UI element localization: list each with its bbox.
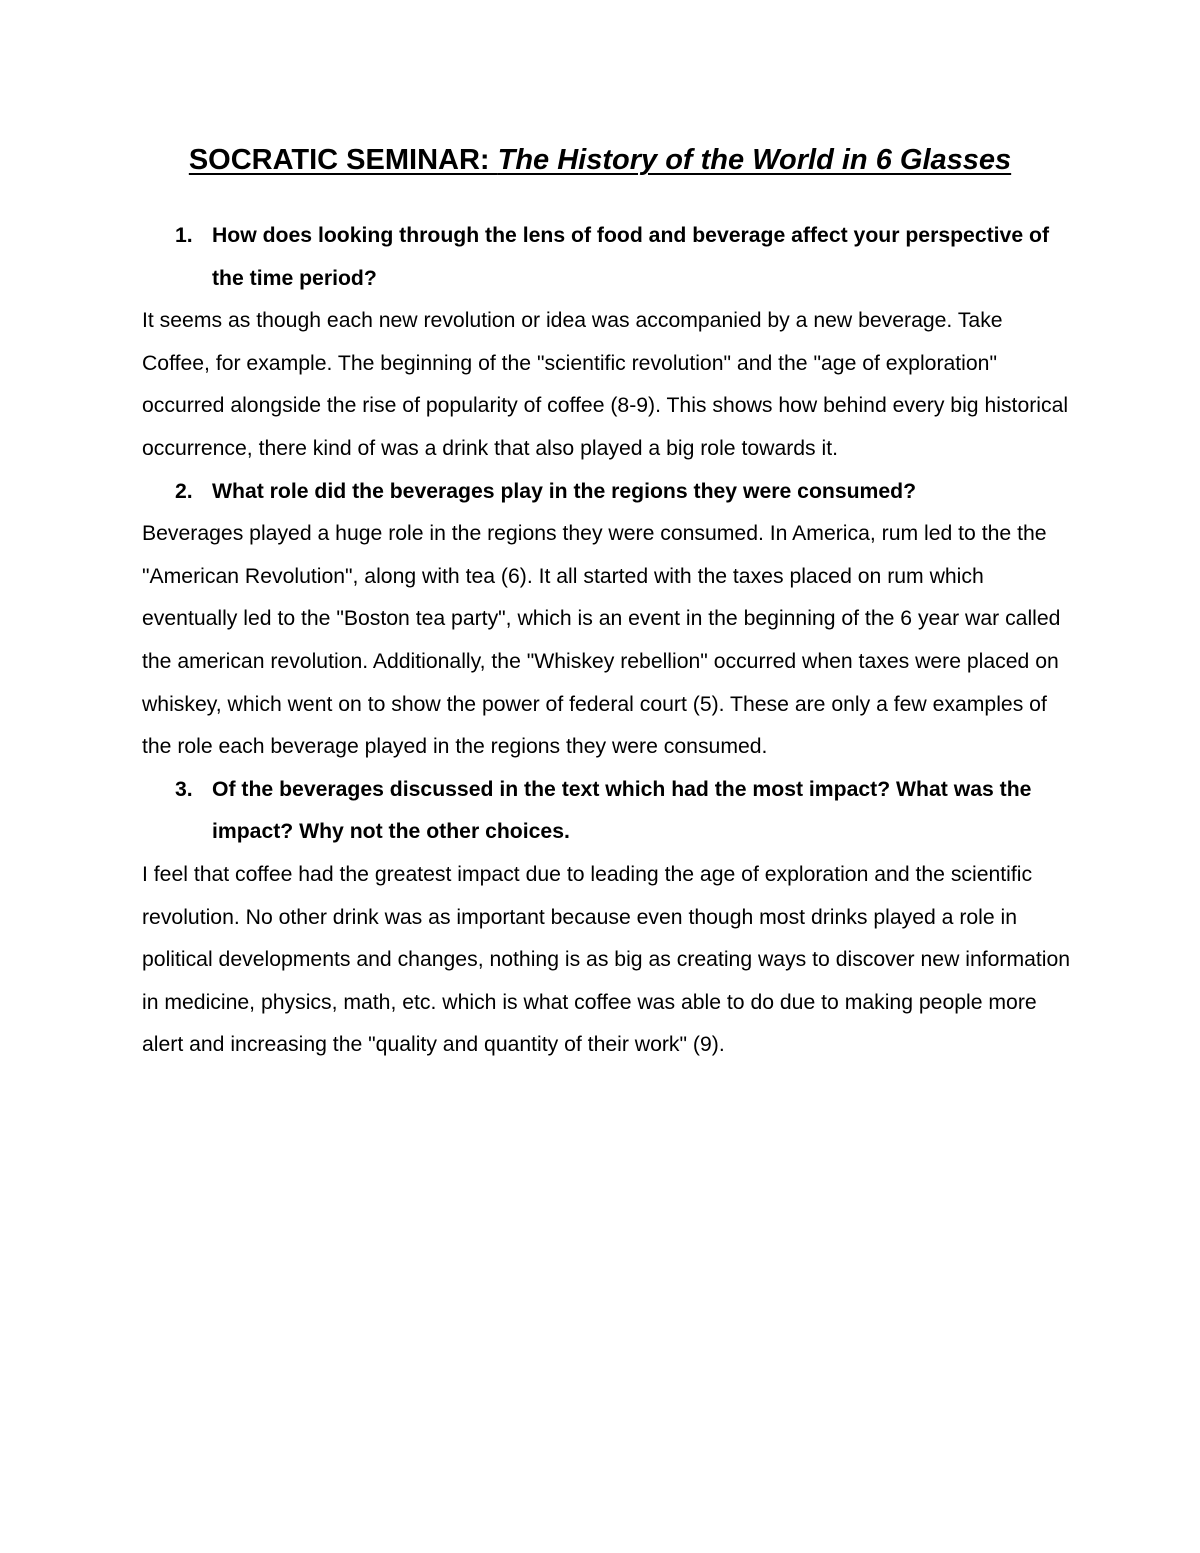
question-number: 1. <box>175 224 193 247</box>
answer-1: It seems as though each new revolution or idea was accompanied by a new beverage. Take Coffee, for example. The beginning of the "scientific revolution" and the "age of exploration" occurred alongside the rise of popularity of coffee (8-9). This shows how behind every big historical occurrence, there kind of was a drink that also played a big role towards it. <box>142 309 1069 460</box>
answer-2: Beverages played a huge role in the regions they were consumed. In America, rum led to the the "American Revolution", along with tea (6). It all started with the taxes placed on rum which eventually led to the "Boston tea party", which is an event in the beginning of the 6 year war called the american revolution. Additionally, the "Whiskey rebellion" occurred when taxes were placed on whiskey, which went on to show the power of federal court (5). These are only a few examples of the role each beverage played in the regions they were consumed. <box>142 522 1061 759</box>
question-3 <box>142 769 1072 854</box>
question-1 <box>142 215 1072 300</box>
title-main: SOCRATIC SEMINAR: <box>188 144 498 176</box>
document-title <box>0 138 1200 182</box>
question-number: 3. <box>175 777 193 801</box>
document-body <box>142 215 1072 1067</box>
question-text: What role did the beverages play in the regions they were consumed? <box>212 479 917 503</box>
question-2 <box>142 471 1072 514</box>
answer-3: I feel that coffee had the greatest impact due to leading the age of exploration and the scientific revolution. No other drink was as important because even though most drinks played a role in political developments and changes, nothing is as big as creating ways to discover new information in medicine, physics, math, etc. which is what coffee was able to do due to making people more alert and increasing the "quality and quantity of their work" (9). <box>142 862 1071 1057</box>
question-number: 2. <box>175 479 193 503</box>
title-book-name: The History of the World in 6 Glasses <box>497 144 1012 176</box>
question-text: How does looking through the lens of food and beverage affect your perspective of the time period? <box>212 224 1050 290</box>
question-text: Of the beverages discussed in the text which had the most impact? What was the impact? Why not the other choices. <box>212 777 1032 844</box>
